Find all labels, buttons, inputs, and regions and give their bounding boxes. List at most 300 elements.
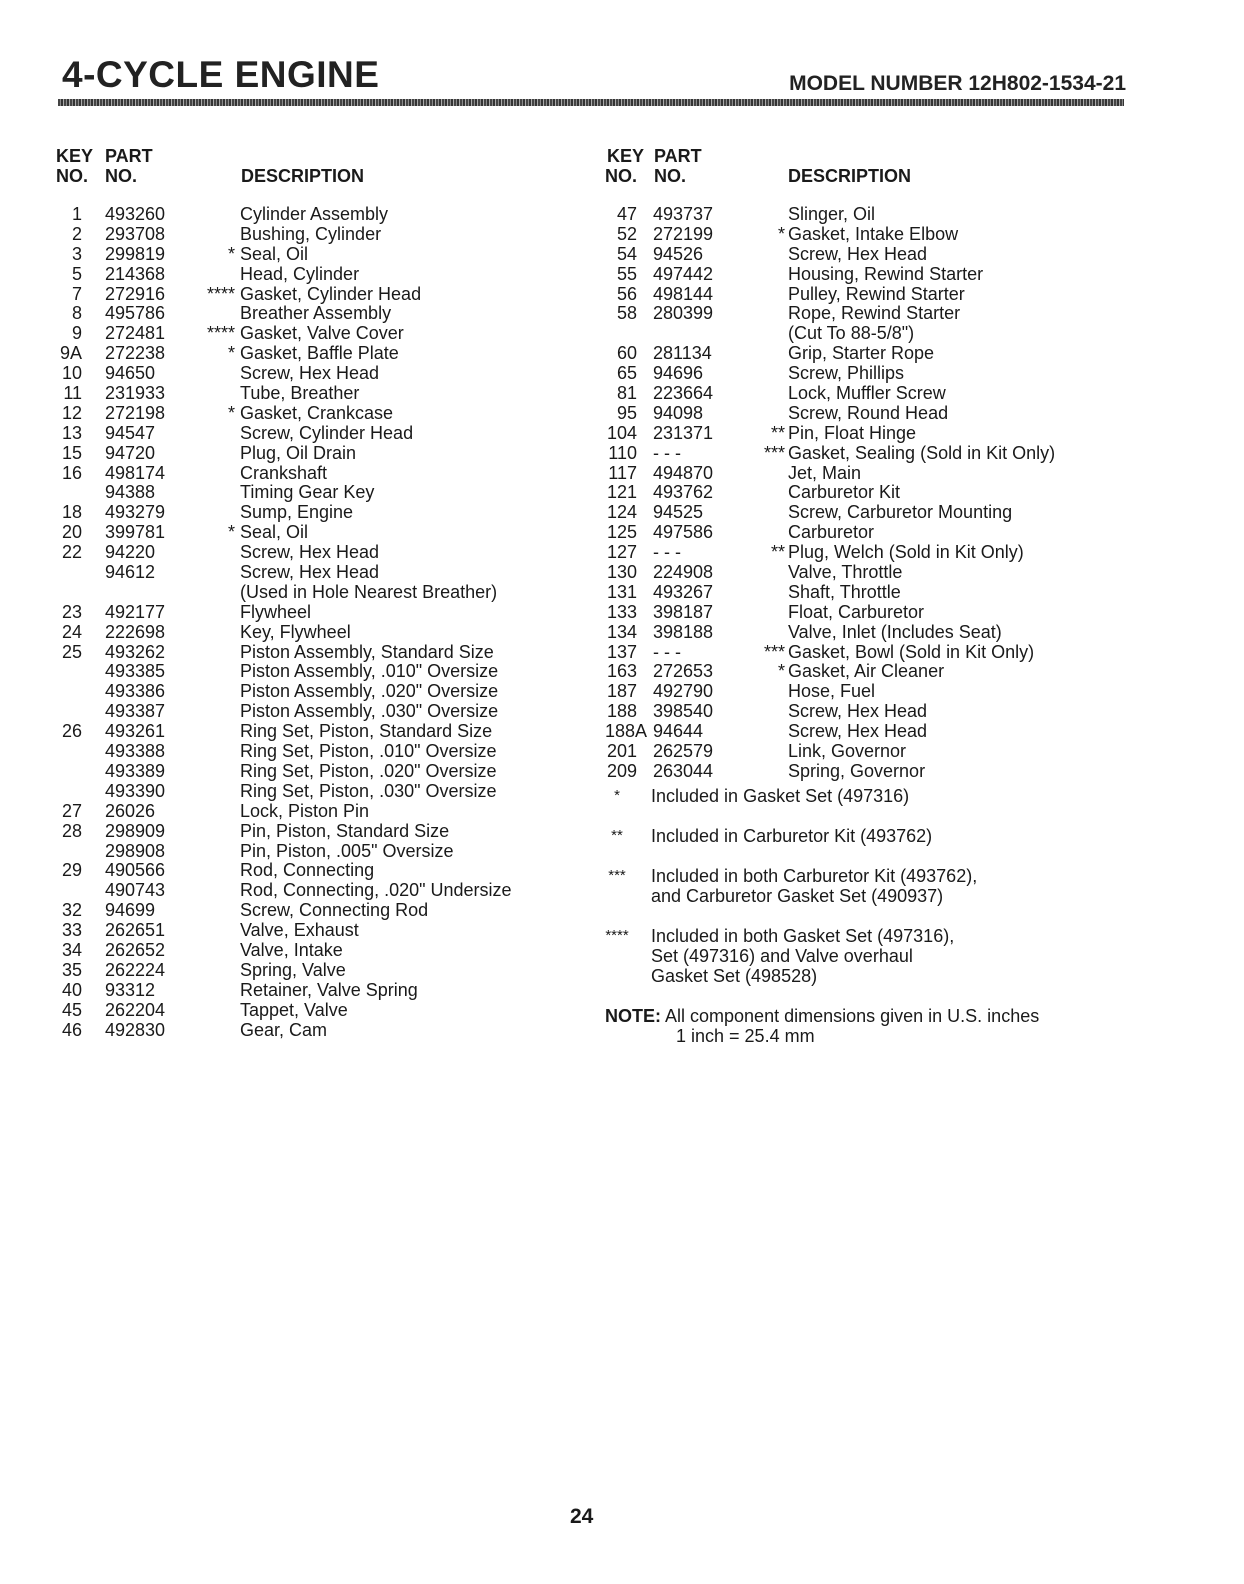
part-description: Rope, Rewind Starter xyxy=(788,303,961,324)
table-row xyxy=(56,562,576,582)
part-no: - - - xyxy=(653,542,681,563)
footnote-symbol: **** xyxy=(605,926,629,944)
part-description: Key, Flywheel xyxy=(240,621,351,642)
table-row xyxy=(605,502,1125,522)
table-row xyxy=(56,343,576,363)
part-description: Gasket, Intake Elbow xyxy=(788,223,959,244)
key-no: 52 xyxy=(616,223,637,244)
part-description: Rod, Connecting, .020" Undersize xyxy=(240,880,512,901)
key-no: 127 xyxy=(606,542,637,563)
part-no: 94220 xyxy=(105,542,156,563)
table-row xyxy=(605,423,1125,443)
part-description: Rod, Connecting xyxy=(240,860,375,881)
key-no: 58 xyxy=(616,303,637,324)
part-no: 490566 xyxy=(105,860,166,881)
table-row xyxy=(56,1000,576,1020)
part-no: 94696 xyxy=(653,363,704,384)
key-no: 131 xyxy=(606,581,637,602)
part-no: 490743 xyxy=(105,880,166,901)
part-description: Pin, Piston, Standard Size xyxy=(240,820,450,841)
part-no: 493387 xyxy=(105,701,166,722)
table-row xyxy=(605,323,1125,343)
table-row xyxy=(56,860,576,880)
key-no: 15 xyxy=(61,442,82,463)
part-description: Gear, Cam xyxy=(240,1019,328,1040)
footnote xyxy=(605,826,1125,846)
key-no: 18 xyxy=(61,502,82,523)
key-no: 9A xyxy=(59,343,82,364)
footnote-text: Included in Carburetor Kit (493762) xyxy=(651,825,933,846)
kit-marker: * xyxy=(777,661,785,682)
table-row xyxy=(605,622,1125,642)
part-no: 398188 xyxy=(653,621,714,642)
key-no: 60 xyxy=(616,343,637,364)
key-no: 65 xyxy=(616,363,637,384)
table-row xyxy=(56,940,576,960)
part-description: Flywheel xyxy=(240,601,312,622)
part-description: Retainer, Valve Spring xyxy=(240,979,418,1000)
part-description: Lock, Muffler Screw xyxy=(788,383,946,404)
part-description: Gasket, Bowl (Sold in Kit Only) xyxy=(788,641,1035,662)
table-row xyxy=(605,542,1125,562)
key-no: 40 xyxy=(61,979,82,1000)
kit-marker: *** xyxy=(763,641,785,662)
footnote-text: Gasket Set (498528) xyxy=(651,965,818,986)
part-description: Screw, Cylinder Head xyxy=(240,422,414,443)
table-row xyxy=(56,463,576,483)
part-no: 94526 xyxy=(653,243,704,264)
part-description: Gasket, Air Cleaner xyxy=(788,661,945,682)
table-row xyxy=(56,403,576,423)
table-row xyxy=(56,482,576,502)
part-description: Screw, Hex Head xyxy=(240,562,380,583)
part-description: Gasket, Valve Cover xyxy=(240,323,404,344)
key-no: 11 xyxy=(63,383,82,404)
table-row xyxy=(56,303,576,323)
part-description: Piston Assembly, .030" Oversize xyxy=(240,701,499,722)
model-number: MODEL NUMBER 12H802-1534-21 xyxy=(789,72,1126,95)
part-description: Seal, Oil xyxy=(240,243,309,264)
part-description: Ring Set, Piston, .020" Oversize xyxy=(240,760,497,781)
part-description: Ring Set, Piston, .030" Oversize xyxy=(240,780,497,801)
part-no: 94699 xyxy=(105,900,156,921)
part-description: Lock, Piston Pin xyxy=(240,800,370,821)
table-row xyxy=(605,303,1125,323)
table-row xyxy=(56,622,576,642)
key-no: 188 xyxy=(606,701,637,722)
part-description: Pin, Float Hinge xyxy=(788,422,917,443)
key-no: 10 xyxy=(61,363,82,384)
key-no: 20 xyxy=(61,522,82,543)
part-no: 94388 xyxy=(105,482,156,503)
part-description: Ring Set, Piston, .010" Oversize xyxy=(240,741,497,762)
part-no: 272653 xyxy=(653,661,714,682)
table-row xyxy=(605,721,1125,741)
table-row xyxy=(56,443,576,463)
part-no: 94650 xyxy=(105,363,156,384)
key-no: 16 xyxy=(61,462,82,483)
part-no: 272198 xyxy=(105,402,166,423)
key-no: 54 xyxy=(616,243,637,264)
part-no: 262224 xyxy=(105,959,166,980)
part-description: Gasket, Crankcase xyxy=(240,402,394,423)
part-description: Pulley, Rewind Starter xyxy=(788,283,965,304)
part-description: Hose, Fuel xyxy=(788,681,876,702)
key-no: 130 xyxy=(606,562,637,583)
part-no: 272199 xyxy=(653,223,714,244)
part-no: 94098 xyxy=(653,402,704,423)
part-description: Sump, Engine xyxy=(240,502,354,523)
part-description: Valve, Intake xyxy=(240,939,343,960)
part-no: 263044 xyxy=(653,760,714,781)
table-row xyxy=(56,542,576,562)
dimension-note xyxy=(605,1006,1125,1046)
part-no: 495786 xyxy=(105,303,166,324)
part-no: 399781 xyxy=(105,522,166,543)
table-row xyxy=(56,502,576,522)
table-row xyxy=(56,642,576,662)
table-row xyxy=(56,204,576,224)
part-no: 231933 xyxy=(105,383,166,404)
key-no: 188A xyxy=(605,721,648,742)
part-description: Screw, Connecting Rod xyxy=(240,900,429,921)
table-row xyxy=(605,701,1125,721)
key-no: 163 xyxy=(606,661,637,682)
key-no: 12 xyxy=(61,402,82,423)
part-no: 493762 xyxy=(653,482,714,503)
part-description: Screw, Hex Head xyxy=(240,542,380,563)
kit-marker: * xyxy=(227,243,235,264)
part-no: 262204 xyxy=(105,999,166,1020)
key-no: 24 xyxy=(61,621,82,642)
table-row xyxy=(56,681,576,701)
kit-marker: **** xyxy=(206,283,235,304)
table-row xyxy=(56,383,576,403)
part-description: Cylinder Assembly xyxy=(240,204,389,224)
key-header-top: KEY xyxy=(56,146,94,166)
key-no: 29 xyxy=(61,860,82,881)
part-no: 262579 xyxy=(653,741,714,762)
part-no: 262652 xyxy=(105,939,166,960)
part-description: Pin, Piston, .005" Oversize xyxy=(240,840,454,861)
part-description: Screw, Hex Head xyxy=(788,243,928,264)
table-row xyxy=(605,482,1125,502)
page-number: 24 xyxy=(570,1505,594,1528)
key-header-bottom: NO. xyxy=(56,166,89,186)
part-description: Ring Set, Piston, Standard Size xyxy=(240,721,493,742)
footnote-text: Set (497316) and Valve overhaul xyxy=(651,945,913,966)
part-no: 298909 xyxy=(105,820,166,841)
key-no: 28 xyxy=(61,820,82,841)
part-no: 272238 xyxy=(105,343,166,364)
key-no: 121 xyxy=(606,482,637,503)
part-no: 492790 xyxy=(653,681,714,702)
part-description: Piston Assembly, Standard Size xyxy=(240,641,494,662)
table-row xyxy=(56,920,576,940)
table-row xyxy=(56,582,576,602)
part-description: Screw, Phillips xyxy=(788,363,905,384)
key-no: 23 xyxy=(61,601,82,622)
table-row xyxy=(605,264,1125,284)
footnotes xyxy=(605,786,1125,1046)
part-description: Spring, Valve xyxy=(240,959,346,980)
table-row xyxy=(56,661,576,681)
key-no: 32 xyxy=(61,900,82,921)
footnote xyxy=(605,866,1125,906)
parts-column-left xyxy=(56,146,576,1039)
part-description: (Used in Hole Nearest Breather) xyxy=(240,581,498,602)
part-no: 272481 xyxy=(105,323,166,344)
key-no: 1 xyxy=(71,204,82,224)
table-row xyxy=(605,383,1125,403)
table-row xyxy=(56,244,576,264)
kit-marker: * xyxy=(227,343,235,364)
table-row xyxy=(605,522,1125,542)
footnote-text: Included in both Gasket Set (497316), xyxy=(651,925,955,946)
table-row xyxy=(56,602,576,622)
table-row xyxy=(56,880,576,900)
table-row xyxy=(605,403,1125,423)
key-no: 104 xyxy=(606,422,637,443)
note-conversion: 1 inch = 25.4 mm xyxy=(676,1025,815,1046)
part-no: 498174 xyxy=(105,462,166,483)
part-description: Valve, Throttle xyxy=(788,562,903,583)
key-no: 137 xyxy=(606,641,637,662)
table-row xyxy=(56,423,576,443)
part-no: 293708 xyxy=(105,223,166,244)
table-row xyxy=(56,841,576,861)
key-no: 187 xyxy=(606,681,637,702)
table-row xyxy=(605,343,1125,363)
footnote xyxy=(605,926,1125,986)
part-no: 498144 xyxy=(653,283,714,304)
key-no: 35 xyxy=(61,959,82,980)
table-row xyxy=(56,801,576,821)
table-row xyxy=(605,562,1125,582)
table-row xyxy=(56,522,576,542)
part-description: Plug, Oil Drain xyxy=(240,442,357,463)
note-text: All component dimensions given in U.S. inches xyxy=(665,1005,1040,1026)
part-no: 262651 xyxy=(105,920,166,941)
table-row xyxy=(56,821,576,841)
table-row xyxy=(56,363,576,383)
key-no: 133 xyxy=(606,601,637,622)
footnote-symbol: ** xyxy=(611,826,623,844)
table-row xyxy=(605,284,1125,304)
part-no: 93312 xyxy=(105,979,156,1000)
part-no: 398540 xyxy=(653,701,714,722)
table-row xyxy=(56,781,576,801)
part-no: 94525 xyxy=(653,502,704,523)
part-no: 493388 xyxy=(105,741,166,762)
part-no: 493389 xyxy=(105,760,166,781)
part-description: Gasket, Cylinder Head xyxy=(240,283,422,304)
table-row xyxy=(605,681,1125,701)
part-header-bottom: NO. xyxy=(105,166,138,186)
table-row xyxy=(605,244,1125,264)
table-row xyxy=(56,980,576,1000)
part-no: 298908 xyxy=(105,840,166,861)
key-no: 22 xyxy=(61,542,82,563)
table-row xyxy=(56,900,576,920)
key-no: 5 xyxy=(71,263,82,284)
table-row xyxy=(605,224,1125,244)
part-description: Head, Cylinder xyxy=(240,263,360,284)
key-no: 33 xyxy=(61,920,82,941)
part-description: Piston Assembly, .020" Oversize xyxy=(240,681,499,702)
part-no: 398187 xyxy=(653,601,714,622)
key-no: 134 xyxy=(606,621,637,642)
key-no: 45 xyxy=(61,999,82,1020)
part-no: 280399 xyxy=(653,303,714,324)
note-label: NOTE: xyxy=(605,1005,661,1026)
key-no: 81 xyxy=(616,383,637,404)
part-no: 94612 xyxy=(105,562,156,583)
part-no: 493279 xyxy=(105,502,166,523)
key-no: 8 xyxy=(71,303,82,324)
part-header-bottom: NO. xyxy=(654,166,687,186)
part-description: Tappet, Valve xyxy=(240,999,348,1020)
table-row xyxy=(56,224,576,244)
kit-marker: * xyxy=(777,223,785,244)
key-no: 13 xyxy=(61,422,82,443)
part-no: 493390 xyxy=(105,780,166,801)
parts-column-right xyxy=(605,146,1125,1046)
key-no: 27 xyxy=(61,800,82,821)
table-row xyxy=(605,761,1125,781)
part-description: Gasket, Baffle Plate xyxy=(240,343,399,364)
header-rule xyxy=(58,99,1124,106)
footnote-text: and Carburetor Gasket Set (490937) xyxy=(651,885,944,906)
part-description: Screw, Hex Head xyxy=(788,721,928,742)
footnote-symbol: * xyxy=(614,786,620,804)
page-title: 4-CYCLE ENGINE xyxy=(62,54,380,95)
part-description: Screw, Hex Head xyxy=(240,363,380,384)
table-row xyxy=(56,721,576,741)
part-description: Breather Assembly xyxy=(240,303,392,324)
key-no: 26 xyxy=(61,721,82,742)
part-no: 272916 xyxy=(105,283,166,304)
table-row xyxy=(56,323,576,343)
kit-marker: **** xyxy=(206,323,235,344)
table-row xyxy=(605,204,1125,224)
footnote-text: Included in Gasket Set (497316) xyxy=(651,785,910,806)
part-no: 299819 xyxy=(105,243,166,264)
table-row xyxy=(56,761,576,781)
part-description: Bushing, Cylinder xyxy=(240,223,382,244)
key-no: 110 xyxy=(608,442,637,463)
part-description: Spring, Governor xyxy=(788,760,926,781)
part-description: Piston Assembly, .010" Oversize xyxy=(240,661,499,682)
part-description: Housing, Rewind Starter xyxy=(788,263,984,284)
table-row xyxy=(605,463,1125,483)
part-header-top: PART xyxy=(654,146,702,166)
parts-list-right xyxy=(605,204,1125,781)
table-row xyxy=(605,602,1125,622)
kit-marker: * xyxy=(227,402,235,423)
column-header xyxy=(56,146,576,204)
key-no: 201 xyxy=(606,741,637,762)
part-no: 223664 xyxy=(653,383,714,404)
part-description: Plug, Welch (Sold in Kit Only) xyxy=(788,542,1024,563)
table-row xyxy=(605,642,1125,662)
kit-marker: * xyxy=(227,522,235,543)
part-header-top: PART xyxy=(105,146,153,166)
kit-marker: *** xyxy=(763,442,785,463)
table-row xyxy=(605,443,1125,463)
part-no: 224908 xyxy=(653,562,714,583)
part-description: Shaft, Throttle xyxy=(788,581,901,602)
part-no: 214368 xyxy=(105,263,166,284)
part-no: 94644 xyxy=(653,721,704,742)
part-no: - - - xyxy=(653,442,681,463)
description-header: DESCRIPTION xyxy=(241,166,365,186)
part-no: 94547 xyxy=(105,422,156,443)
part-no: 492177 xyxy=(105,601,166,622)
part-description: Float, Carburetor xyxy=(788,601,925,622)
part-description: Valve, Inlet (Includes Seat) xyxy=(788,621,1002,642)
key-no: 124 xyxy=(606,502,637,523)
footnote xyxy=(605,786,1125,806)
kit-marker: ** xyxy=(770,422,785,443)
part-description: Slinger, Oil xyxy=(788,204,876,224)
part-no: - - - xyxy=(653,641,681,662)
key-no: 55 xyxy=(616,263,637,284)
column-header xyxy=(605,146,1125,204)
part-description: Screw, Hex Head xyxy=(788,701,928,722)
part-no: 493261 xyxy=(105,721,166,742)
part-description: Seal, Oil xyxy=(240,522,309,543)
table-row xyxy=(56,264,576,284)
part-no: 494870 xyxy=(653,462,714,483)
part-description: Valve, Exhaust xyxy=(240,920,359,941)
part-no: 493262 xyxy=(105,641,166,662)
key-header-bottom: NO. xyxy=(605,166,638,186)
part-description: Screw, Round Head xyxy=(788,402,949,423)
part-no: 281134 xyxy=(653,343,712,364)
part-description: Grip, Starter Rope xyxy=(788,343,935,364)
part-no: 26026 xyxy=(105,800,156,821)
part-no: 493385 xyxy=(105,661,166,682)
part-description: Carburetor Kit xyxy=(788,482,901,503)
footnote-symbol: *** xyxy=(608,866,626,884)
part-description: Timing Gear Key xyxy=(240,482,375,503)
kit-marker: ** xyxy=(770,542,785,563)
key-no: 95 xyxy=(616,402,637,423)
part-description: Tube, Breather xyxy=(240,383,360,404)
part-no: 497586 xyxy=(653,522,714,543)
table-row xyxy=(605,661,1125,681)
part-description: Screw, Carburetor Mounting xyxy=(788,502,1013,523)
key-no: 7 xyxy=(71,283,82,304)
part-no: 497442 xyxy=(653,263,714,284)
part-description: Carburetor xyxy=(788,522,875,543)
key-no: 56 xyxy=(616,283,637,304)
table-row xyxy=(605,582,1125,602)
table-row xyxy=(605,363,1125,383)
part-no: 493386 xyxy=(105,681,166,702)
key-no: 25 xyxy=(61,641,82,662)
key-no: 47 xyxy=(616,204,637,224)
part-no: 222698 xyxy=(105,621,166,642)
table-row xyxy=(56,960,576,980)
description-header: DESCRIPTION xyxy=(788,166,912,186)
part-description: Link, Governor xyxy=(788,741,907,762)
key-no: 125 xyxy=(606,522,637,543)
part-description: Crankshaft xyxy=(240,462,328,483)
table-row xyxy=(605,741,1125,761)
part-no: 493737 xyxy=(653,204,714,224)
